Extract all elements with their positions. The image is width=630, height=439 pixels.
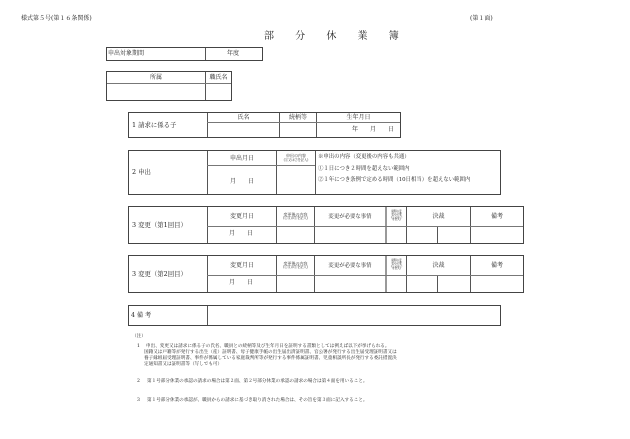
note-2-line-1: 第１号部分休業の承認の請求の場合は第２面、第２号部分休業の承認の請求の場合は第４面を用いること。 <box>147 379 368 384</box>
period-label: 申出対象期間 <box>108 50 145 57</box>
change-2-remarks-header: 備考 <box>490 262 503 270</box>
change-1-hours-line3: (①又は② <box>390 215 403 219</box>
child-birthdate-header: 生年月日 <box>346 113 371 121</box>
request-option-1: ①１日につき２時間を超えない範囲内 <box>318 165 410 172</box>
section-remarks-label: 4 備 考 <box>131 312 152 319</box>
child-name-field[interactable] <box>208 123 278 136</box>
section-child <box>128 112 401 138</box>
change-1-remarks-field[interactable] <box>471 228 522 242</box>
change-1-remarks-header: 備考 <box>490 213 503 221</box>
change-2-hours-line2: 更の必要 <box>391 261 402 265</box>
affiliation-table <box>106 71 232 101</box>
section-child-label: 1 請求に係る子 <box>132 121 177 129</box>
change-1-hours-line4: を記入) <box>392 218 401 222</box>
change-2-hours-header <box>387 257 406 274</box>
section-change-2-label: 3 変更（第2回目） <box>132 270 187 278</box>
section-change-2 <box>128 255 524 293</box>
request-date-field[interactable]: 月 日 <box>229 177 254 185</box>
change-1-decision-header: 決裁 <box>432 213 445 221</box>
change-1-decision-field-2[interactable] <box>438 228 469 242</box>
change-2-hours-line3: (①又は② <box>390 264 403 268</box>
page-label: (第１面) <box>470 15 493 22</box>
note-3-line-1: 第１号部分休業の承認が、職員からの請求に基づき取り消された場合は、その旨を第３面に記入すること。 <box>147 398 368 403</box>
change-2-reason-field[interactable] <box>315 277 384 291</box>
change-2-hours-line4: を記入) <box>392 267 401 271</box>
change-1-hours-line1: 時間の変 <box>391 209 402 213</box>
change-2-hours-field[interactable] <box>388 277 405 291</box>
form-label: 様式第５号(第１６条関係) <box>21 15 92 22</box>
section-request-label: 2 申出 <box>132 168 151 176</box>
note-1-line-4: 定通知書又は証明書等（写しでも可） <box>144 362 223 367</box>
request-content-field[interactable] <box>277 167 314 192</box>
change-1-date-field[interactable]: 月 日 <box>229 230 254 237</box>
notes-heading: （注） <box>132 334 146 339</box>
request-content-header-line1: 申出の内容 <box>286 153 306 159</box>
change-1-content-header-line1: 変更後の内容 <box>283 211 308 217</box>
section-change-1-label: 3 変更（第1回目） <box>132 221 187 229</box>
request-option-2: ②１年につき条例で定める時間（10日相当）を超えない範囲内 <box>318 176 471 183</box>
change-1-hours-header <box>387 208 406 225</box>
change-1-content-field[interactable] <box>277 228 313 242</box>
change-2-content-header <box>277 259 314 273</box>
section-remarks <box>128 305 501 326</box>
section-change-1 <box>128 206 524 244</box>
change-2-date-header: 変更月日 <box>229 262 254 270</box>
note-2-num: 2 <box>137 379 140 384</box>
change-2-hours-line1: 時間の変 <box>391 258 402 262</box>
change-1-reason-header: 変更が必要な事情 <box>328 213 372 220</box>
change-1-date-header: 変更月日 <box>229 213 254 221</box>
note-1-line-1: 申出、変更又は請求に係る子の氏名、職員との続柄等及び生年月日を証明する書類としては例えば以下が挙げられる。 <box>146 344 390 349</box>
request-content-header-line2: (①又は②を記入) <box>283 157 309 162</box>
child-birthdate-field[interactable]: 年 月 日 <box>351 125 394 133</box>
note-3-num: 3 <box>137 398 140 403</box>
page-title: 部 分 休 業 簿 <box>264 31 408 42</box>
request-content-header <box>277 153 315 164</box>
change-2-remarks-field[interactable] <box>471 277 522 291</box>
note-1-line-2: 国籍又は戸籍等が発行する出生（産）証明書、母子健康手帳の出生届出済証明書、官公署が発行する出生届受理証明書又は <box>144 350 397 355</box>
change-2-reason-header: 変更が必要な事情 <box>328 262 372 269</box>
name-header: 職氏名 <box>209 74 228 82</box>
period-year-suffix: 年度 <box>227 50 240 57</box>
change-1-content-header-line2: (①又は②を記入) <box>283 216 308 221</box>
request-detail-title: ※申出の内容（変更後の内容も共通） <box>318 154 410 160</box>
child-relation-field[interactable] <box>280 123 315 136</box>
change-1-hours-line2: 更の必要 <box>391 212 402 216</box>
note-1-line-3: 養子縁組届受理証明書、事件が係属している家庭裁判所等が発行する事件係属証明書、児童相談所長が発行する委託措置決 <box>144 356 397 361</box>
child-relation-header: 続柄等 <box>288 113 307 121</box>
change-1-hours-field[interactable] <box>388 228 405 242</box>
change-1-content-header <box>277 210 314 224</box>
change-2-content-header-line2: (①又は②を記入) <box>283 265 308 270</box>
change-2-content-field[interactable] <box>277 277 313 291</box>
note-1-num: 1 <box>137 344 140 349</box>
change-1-decision-field-1[interactable] <box>407 228 436 242</box>
name-field[interactable] <box>207 85 230 99</box>
change-2-decision-field-1[interactable] <box>407 277 436 291</box>
section-request <box>128 150 501 195</box>
change-2-decision-field-2[interactable] <box>438 277 469 291</box>
note-1-body <box>146 344 397 368</box>
change-1-reason-field[interactable] <box>315 228 384 242</box>
request-date-header: 申出月日 <box>229 154 254 162</box>
affiliation-field[interactable] <box>108 85 204 99</box>
change-2-date-field[interactable]: 月 日 <box>229 279 254 286</box>
change-2-decision-header: 決裁 <box>432 262 445 270</box>
affiliation-header: 所属 <box>149 74 162 82</box>
request-detail <box>318 155 470 184</box>
remarks-field[interactable] <box>209 307 499 324</box>
period-table <box>106 47 263 61</box>
child-name-header: 氏名 <box>237 113 250 121</box>
change-2-content-header-line1: 変更後の内容 <box>283 260 308 266</box>
